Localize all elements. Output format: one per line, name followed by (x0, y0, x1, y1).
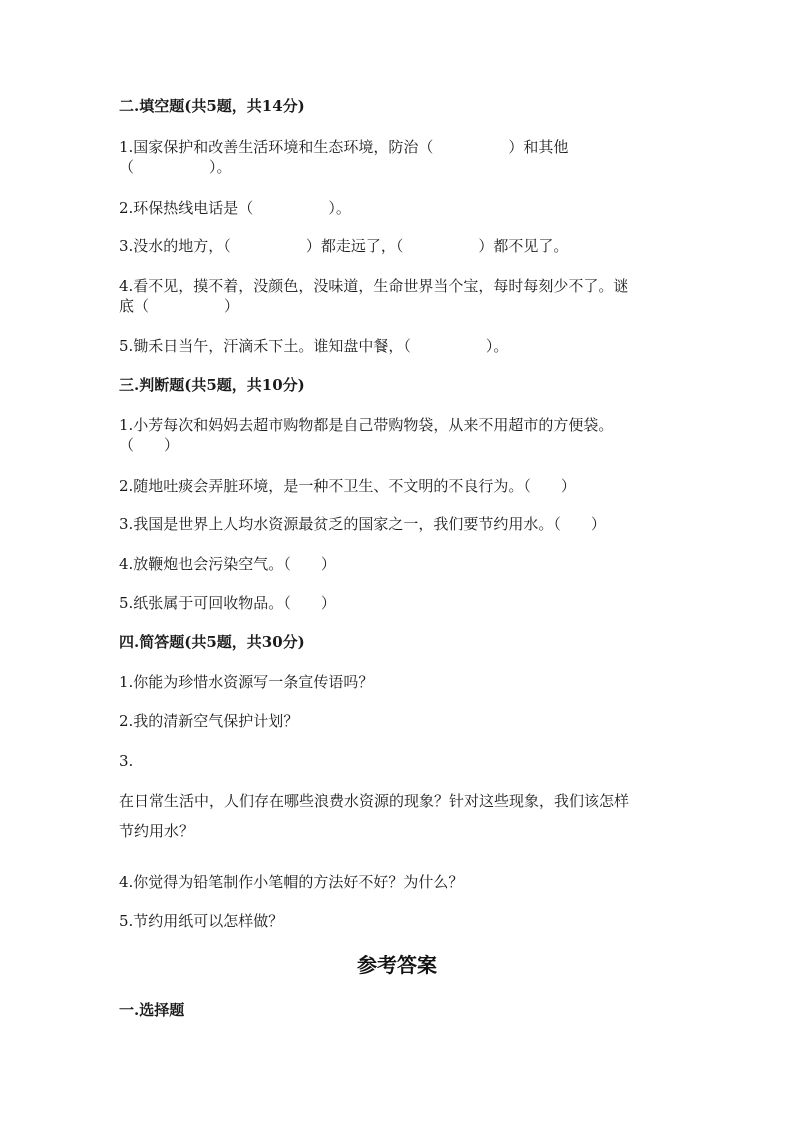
fill-question-1-line2: （ ）。 (119, 158, 232, 176)
judge-question-1-line1: 1.小芳每次和妈妈去超市购物都是自己带购物袋，从来不用超市的方便袋。 (119, 416, 614, 434)
fill-question-5: 5.锄禾日当午，汗滴禾下土。谁知盘中餐，（ ）。 (119, 337, 509, 355)
short-question-4: 4.你觉得为铅笔制作小笔帽的方法好不好？为什么？ (119, 873, 464, 891)
section4-heading: 四.简答题(共5题，共30分) (119, 633, 305, 651)
fill-question-2: 2.环保热线电话是（ ）。 (119, 199, 351, 217)
judge-question-3: 3.我国是世界上人均水资源最贫乏的国家之一，我们要节约用水。（ ） (119, 515, 606, 533)
short-question-5: 5.节约用纸可以怎样做？ (119, 912, 284, 930)
judge-question-5: 5.纸张属于可回收物品。（ ） (119, 594, 336, 612)
judge-question-2: 2.随地吐痰会弄脏环境，是一种不卫生、不文明的不良行为。（ ） (119, 477, 576, 495)
short-question-1: 1.你能为珍惜水资源写一条宣传语吗？ (119, 673, 374, 691)
fill-question-4-line1: 4.看不见，摸不着，没颜色，没味道，生命世界当个宝，每时每刻少不了。谜 (119, 277, 629, 295)
fill-question-1-line1: 1.国家保护和改善生活环境和生态环境，防治（ ）和其他 (119, 138, 569, 156)
judge-question-4: 4.放鞭炮也会污染空气。（ ） (119, 555, 336, 573)
section3-heading: 三.判断题(共5题，共10分) (119, 376, 305, 394)
short-question-3-number: 3. (119, 752, 134, 770)
fill-question-3: 3.没水的地方，（ ）都走远了，（ ）都不见了。 (119, 237, 569, 255)
answers-section1-heading: 一.选择题 (119, 1001, 185, 1019)
judge-question-1-line2: （ ） (119, 436, 180, 454)
short-question-3-line1: 在日常生活中，人们存在哪些浪费水资源的现象？针对这些现象，我们该怎样 (119, 792, 630, 810)
short-question-2: 2.我的清新空气保护计划？ (119, 712, 299, 730)
section2-heading: 二.填空题(共5题，共14分) (119, 97, 305, 115)
answers-title: 参考答案 (357, 953, 437, 977)
fill-question-4-line2: 底（ ） (119, 297, 240, 315)
short-question-3-line2: 节约用水？ (119, 822, 195, 840)
